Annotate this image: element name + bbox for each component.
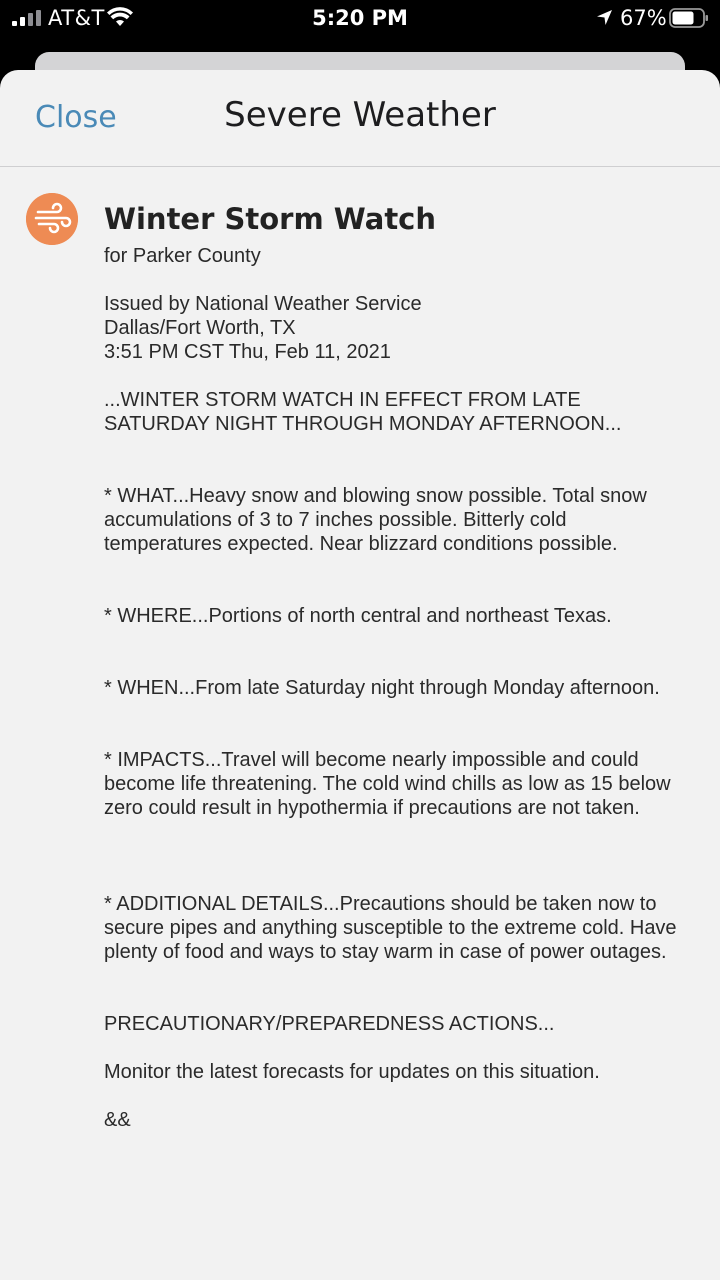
page-title: Severe Weather [224,95,496,135]
alert-impacts: * IMPACTS...Travel will become nearly impossible and could become life threatening. The cold wind chills as low as 15 below zero could result in hypothermia if precautions are not taken. [104,749,671,819]
battery-icon [669,8,709,28]
alert-headline: ...WINTER STORM WATCH IN EFFECT FROM LATE SATURDAY NIGHT THROUGH MONDAY AFTERNOON... [104,389,622,435]
alert-where: * WHERE...Portions of north central and northeast Texas. [104,605,612,627]
carrier-name: AT&T [48,6,105,30]
close-button[interactable]: Close [35,100,117,135]
status-time: 5:20 PM [312,6,408,30]
alert-when: * WHEN...From late Saturday night through Monday afternoon. [104,677,660,699]
alert-what: * WHAT...Heavy snow and blowing snow possible. Total snow accumulations of 3 to 7 inches possible. Bitterly cold temperatures expected. Near blizzard conditions possible. [104,485,647,555]
status-bar [0,0,720,38]
battery-percentage: 67% [620,6,667,30]
end-marker: && [104,1109,131,1131]
monitor-text: Monitor the latest forecasts for updates on this situation. [104,1061,600,1083]
precautionary-heading: PRECAUTIONARY/PREPAREDNESS ACTIONS... [104,1013,555,1035]
issued-location: Dallas/Fort Worth, TX [104,317,296,339]
alert-title: Winter Storm Watch [104,202,437,236]
alert-county: for Parker County [104,245,261,267]
navigation-bar [0,70,720,167]
location-arrow-icon [596,9,613,26]
alert-additional-details: * ADDITIONAL DETAILS...Precautions should be taken now to secure pipes and anything susceptible to the extreme cold. Have plenty of food and ways to stay warm in case of power outages. [104,893,677,963]
wind-icon [26,193,78,245]
issued-time: 3:51 PM CST Thu, Feb 11, 2021 [104,341,391,363]
issued-by: Issued by National Weather Service [104,293,422,315]
severe-weather-sheet [0,70,720,1280]
